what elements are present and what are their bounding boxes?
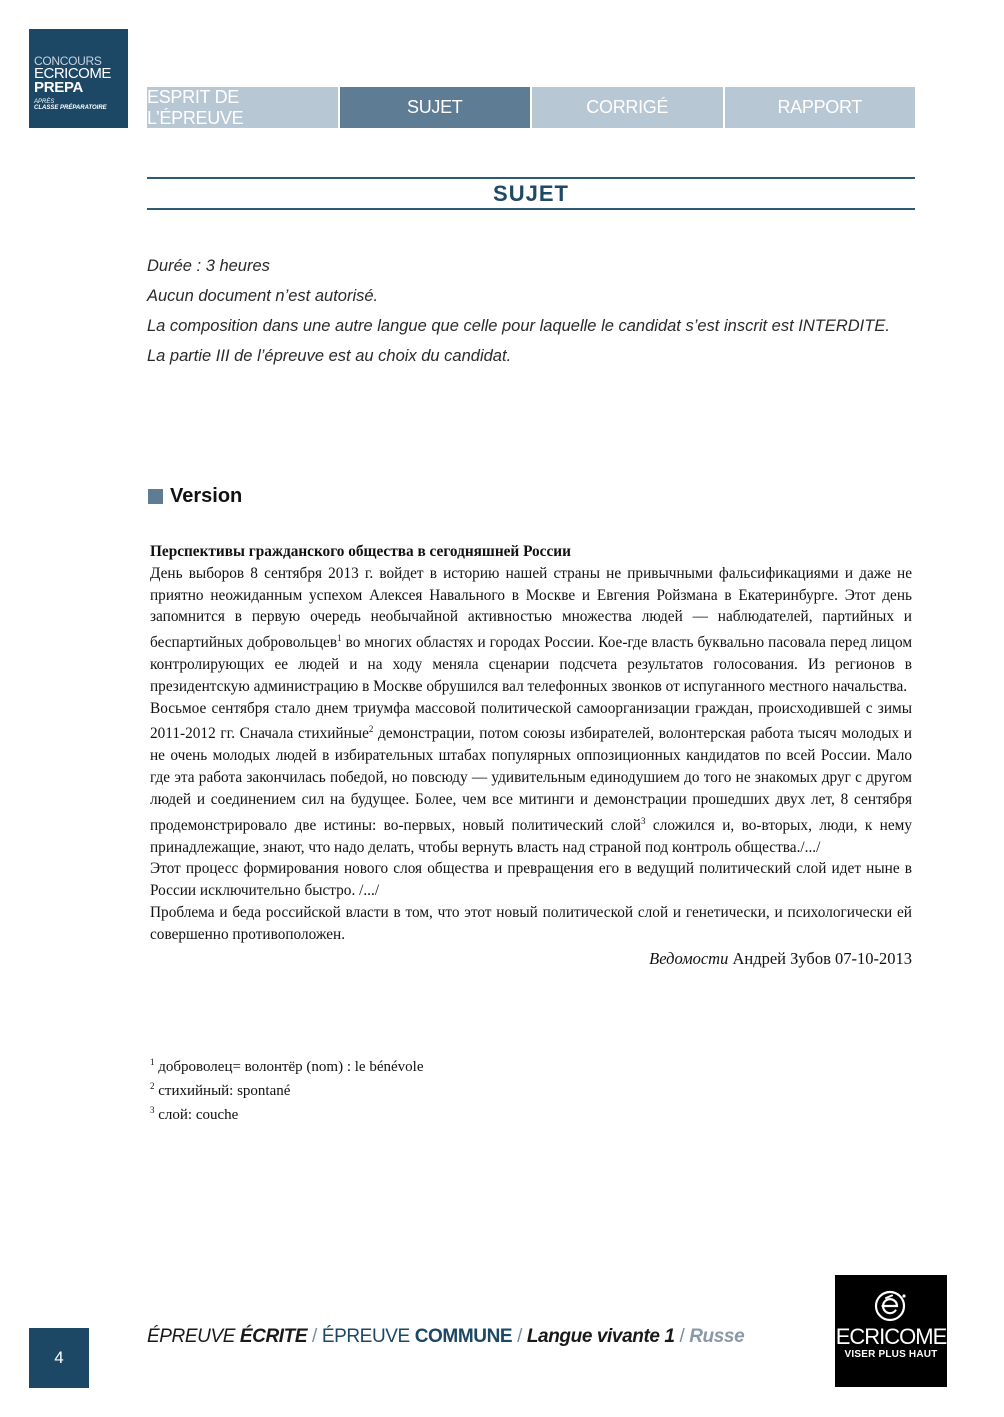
footnote-ref-1: 1 — [337, 633, 342, 644]
logo-classe-preparatoire: CLASSE PRÉPARATOIRE — [34, 105, 107, 111]
footer-sep-3: / — [674, 1326, 690, 1347]
instruction-documents: Aucun document n’est autorisé. — [147, 287, 379, 305]
concours-logo — [29, 29, 128, 128]
text-paragraph-1 — [150, 563, 912, 698]
text-title: Перспективы гражданского общества в сегодняшней России — [150, 543, 571, 560]
page-title: SUJET — [147, 177, 915, 210]
text-p1-part2: во многих областях и городах России. Кое-где власть буквально пасовала перед лицом контролирующих ее людей и на ходу меняла сценарии подсчета результатов голосования. Из регионов в президентскую администрацию в Москве обрушился вал телефонных звонков от испуганного местного начальства. — [150, 634, 913, 695]
logo-ecricome: ECRICOME — [34, 65, 111, 82]
version-heading-label: Version — [170, 485, 243, 507]
footnote-3 — [150, 1101, 423, 1125]
exam-instructions — [147, 255, 907, 375]
footnotes — [150, 1053, 423, 1125]
footnote-2 — [150, 1077, 423, 1101]
section-tabs — [147, 87, 915, 128]
footer-epreuve-1: ÉPREUVE — [147, 1326, 240, 1347]
text-p2-part3: сложился и, во-вторых, люди, к нему принадлежащие, знают, что надо делать, чтобы вернуть власть над страной под контроль общества./.../ — [150, 816, 912, 856]
brand-name: ECRICOME — [835, 1324, 947, 1349]
text-source — [150, 948, 912, 970]
square-bullet-icon — [148, 489, 163, 504]
source-author-date: Андрей Зубов 07-10-2013 — [728, 948, 912, 968]
source-journal: Ведомости — [649, 948, 729, 968]
footnote-1 — [150, 1053, 423, 1077]
footnote-ref-3: 3 — [640, 815, 646, 826]
tab-sujet[interactable]: SUJET — [340, 87, 531, 128]
footnote-num: 3 — [150, 1105, 155, 1115]
tab-corrige[interactable]: CORRIGÉ — [532, 87, 723, 128]
footer-sep-2: / — [512, 1326, 527, 1347]
text-paragraph-2 — [150, 698, 912, 859]
footer-ecrite: ÉCRITE — [239, 1326, 308, 1347]
footnote-num: 1 — [150, 1057, 155, 1067]
instruction-duration: Durée : 3 heures — [147, 257, 270, 275]
page-number: 4 — [29, 1328, 89, 1388]
logo-apres: APRÈS — [34, 99, 55, 105]
text-p2-part1: Восьмое сентября стало днем триумфа массовой политической самоорганизации граждан, происходившей с зимы 2011-2012 гг. Сначала стихийные — [150, 699, 912, 743]
ecricome-e-icon — [873, 1289, 909, 1323]
footer-commune: COMMUNE — [414, 1326, 513, 1347]
instruction-part3: La partie III de l’épreuve est au choix du candidat. — [147, 347, 512, 365]
version-text — [150, 541, 912, 969]
text-paragraph-4: Проблема и беда российской власти в том, что этот новый политической слой и генетически, и психологически ей совершенно противоположен. — [150, 904, 912, 943]
ecricome-brand-logo — [835, 1275, 947, 1387]
instruction-language: La composition dans une autre langue que celle pour laquelle le candidat s’est inscrit est INTERDITE. — [147, 317, 890, 335]
footnote-num: 2 — [150, 1081, 155, 1091]
brand-tagline: VISER PLUS HAUT — [844, 1349, 938, 1360]
footnote-text: слой: couche — [154, 1107, 239, 1123]
footer-langue: Langue vivante 1 — [526, 1326, 675, 1347]
text-p2-part2: демонстрации, потом союзы избирателей, волонтерская работа тысяч молодых и не очень молодых людей в избирательных штабах популярных оппозиционных кандидатов по всей России. Мало где эта работа закончилась победой, но повсюду — удивительным единодушием до того не знакомых друг с другом людей и соединением сил на будущее. Более, чем все митинги и демонстрации прошедших двух лет, 8 сентября продемонстрировало две истины: во-первых, новый политический слой — [150, 725, 912, 834]
tab-esprit[interactable]: ESPRIT DE L’ÉPREUVE — [147, 87, 338, 128]
footnote-ref-2: 2 — [368, 724, 374, 735]
text-paragraph-3: Этот процесс формирования нового слоя общества и превращения его в ведущий политический слой идет ныне в России исключительно быстро. /.../ — [150, 860, 912, 900]
footnote-text: стихийный: spontané — [154, 1083, 291, 1099]
logo-concours: CONCOURS — [34, 54, 102, 68]
text-p1-part1: День выборов 8 сентября 2013 г. войдет в историю нашей страны не привычными фальсификациями и даже не приятно неожиданным успехом Алексея Навального в Москве и Евгения Ройзмана в Екатеринбурге. Этот день запомнится в первую очередь необычайной активностью множества людей — наблюдателей, партийных и беспартийных добровольцев — [150, 564, 912, 652]
logo-prepa: PREPA — [34, 79, 84, 96]
footer-breadcrumb — [147, 1326, 744, 1348]
tab-rapport[interactable]: RAPPORT — [725, 87, 916, 128]
footer-epreuve-2: ÉPREUVE — [321, 1326, 415, 1347]
footnote-text: доброволец= волонтёр (nom) : le bénévole — [154, 1059, 424, 1075]
footer-russe: Russe — [689, 1326, 745, 1347]
footer-sep-1: / — [307, 1326, 322, 1347]
version-heading — [148, 485, 242, 508]
